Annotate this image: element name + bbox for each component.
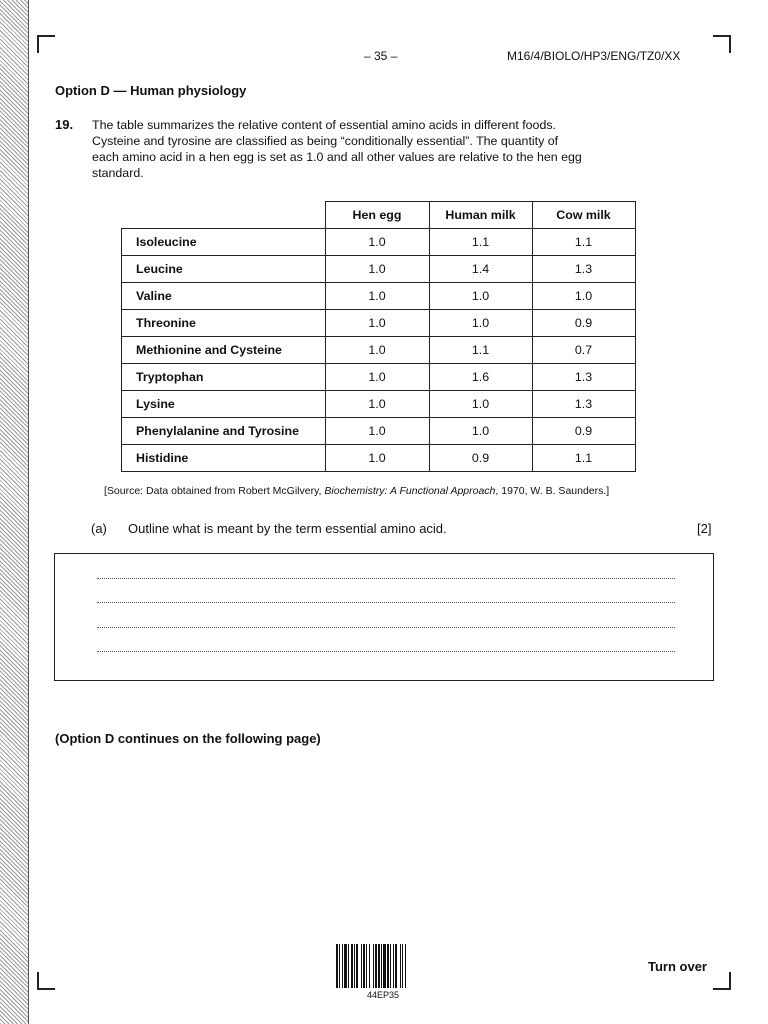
value-cell: 1.1 (429, 229, 532, 256)
value-cell: 1.1 (532, 445, 635, 472)
table-row (122, 337, 636, 364)
intro-line: each amino acid in a hen egg is set as 1.0 and all other values are relative to the hen egg (92, 150, 582, 164)
table-corner-cell (122, 202, 326, 229)
answer-line[interactable] (97, 602, 675, 603)
answer-line[interactable] (97, 651, 675, 652)
value-cell: 1.0 (429, 310, 532, 337)
barcode-bar (405, 944, 406, 988)
table-row (122, 391, 636, 418)
barcode-bar (383, 944, 386, 988)
barcode-bar (361, 944, 362, 988)
value-cell: 1.6 (429, 364, 532, 391)
amino-acid-name: Methionine and Cysteine (122, 337, 326, 364)
amino-acid-name: Isoleucine (122, 229, 326, 256)
barcode-bar (344, 944, 347, 988)
continues-note: (Option D continues on the following page) (55, 731, 321, 746)
part-a-question: Outline what is meant by the term essential amino acid. (128, 521, 447, 536)
value-cell: 1.4 (429, 256, 532, 283)
value-cell: 1.0 (532, 283, 635, 310)
barcode-bar (402, 944, 403, 988)
value-cell: 1.3 (532, 391, 635, 418)
question-intro (92, 117, 652, 181)
barcode-bar (375, 944, 377, 988)
source-title: Biochemistry: A Functional Approach (324, 485, 496, 497)
barcode-bar (336, 944, 338, 988)
table-header-row (122, 202, 636, 229)
value-cell: 1.0 (325, 337, 429, 364)
table-row (122, 310, 636, 337)
barcode-bar (395, 944, 397, 988)
barcode-bar (342, 944, 343, 988)
binding-margin-hatch (0, 0, 29, 1024)
barcode-bar (373, 944, 374, 988)
table-row (122, 418, 636, 445)
barcode-bar (378, 944, 380, 988)
barcode-bar (356, 944, 358, 988)
value-cell: 1.0 (429, 391, 532, 418)
value-cell: 1.1 (429, 337, 532, 364)
barcode-bar (390, 944, 391, 988)
value-cell: 1.0 (325, 364, 429, 391)
answer-box[interactable] (54, 553, 714, 681)
value-cell: 1.0 (325, 391, 429, 418)
barcode-bar (393, 944, 394, 988)
paper-code: M16/4/BIOLO/HP3/ENG/TZ0/XX (507, 49, 681, 63)
amino-acid-table (121, 201, 636, 472)
barcode-bar (339, 944, 340, 988)
question-number: 19. (55, 117, 74, 132)
value-cell: 1.0 (325, 310, 429, 337)
column-header: Cow milk (532, 202, 635, 229)
barcode-bar (366, 944, 367, 988)
corner-mark-bottom-right (713, 972, 731, 990)
value-cell: 0.9 (429, 445, 532, 472)
table-row (122, 283, 636, 310)
value-cell: 1.0 (325, 229, 429, 256)
part-a-marks: [2] (697, 521, 712, 536)
barcode-bar (348, 944, 349, 988)
barcode-bar (400, 944, 401, 988)
column-header: Hen egg (325, 202, 429, 229)
barcode-bar (354, 944, 355, 988)
answer-line[interactable] (97, 627, 675, 628)
barcode (336, 944, 432, 988)
value-cell: 1.0 (325, 445, 429, 472)
corner-mark-bottom-left (37, 972, 55, 990)
page-number: – 35 – (364, 49, 398, 63)
table-row (122, 256, 636, 283)
corner-mark-top-right (713, 35, 731, 53)
amino-acid-name: Phenylalanine and Tyrosine (122, 418, 326, 445)
value-cell: 1.0 (325, 418, 429, 445)
source-citation (104, 485, 609, 497)
barcode-bar (351, 944, 353, 988)
value-cell: 0.7 (532, 337, 635, 364)
table-row (122, 229, 636, 256)
value-cell: 1.0 (429, 418, 532, 445)
amino-acid-name: Histidine (122, 445, 326, 472)
barcode-bar (369, 944, 370, 988)
value-cell: 1.3 (532, 364, 635, 391)
amino-acid-name: Threonine (122, 310, 326, 337)
source-suffix: , 1970, W. B. Saunders.] (495, 485, 610, 497)
part-a-label: (a) (91, 521, 107, 536)
barcode-bar (363, 944, 365, 988)
barcode-text: 44EP35 (367, 990, 400, 1000)
table-row (122, 445, 636, 472)
value-cell: 1.3 (532, 256, 635, 283)
amino-acid-name: Lysine (122, 391, 326, 418)
corner-mark-top-left (37, 35, 55, 53)
column-header: Human milk (429, 202, 532, 229)
option-title: Option D — Human physiology (55, 83, 247, 98)
value-cell: 1.0 (325, 256, 429, 283)
barcode-bar (387, 944, 389, 988)
intro-line: The table summarizes the relative content of essential amino acids in different foods. (92, 118, 556, 132)
intro-line: Cysteine and tyrosine are classified as being “conditionally essential”. The quantity of (92, 134, 559, 148)
value-cell: 1.0 (325, 283, 429, 310)
value-cell: 0.9 (532, 310, 635, 337)
value-cell: 1.0 (429, 283, 532, 310)
value-cell: 0.9 (532, 418, 635, 445)
barcode-bar (381, 944, 382, 988)
turn-over-label: Turn over (648, 959, 707, 974)
table-row (122, 364, 636, 391)
amino-acid-name: Leucine (122, 256, 326, 283)
intro-line: standard. (92, 166, 144, 180)
source-prefix: [Source: Data obtained from Robert McGilvery, (104, 485, 325, 497)
value-cell: 1.1 (532, 229, 635, 256)
amino-acid-name: Tryptophan (122, 364, 326, 391)
answer-line[interactable] (97, 578, 675, 579)
amino-acid-name: Valine (122, 283, 326, 310)
